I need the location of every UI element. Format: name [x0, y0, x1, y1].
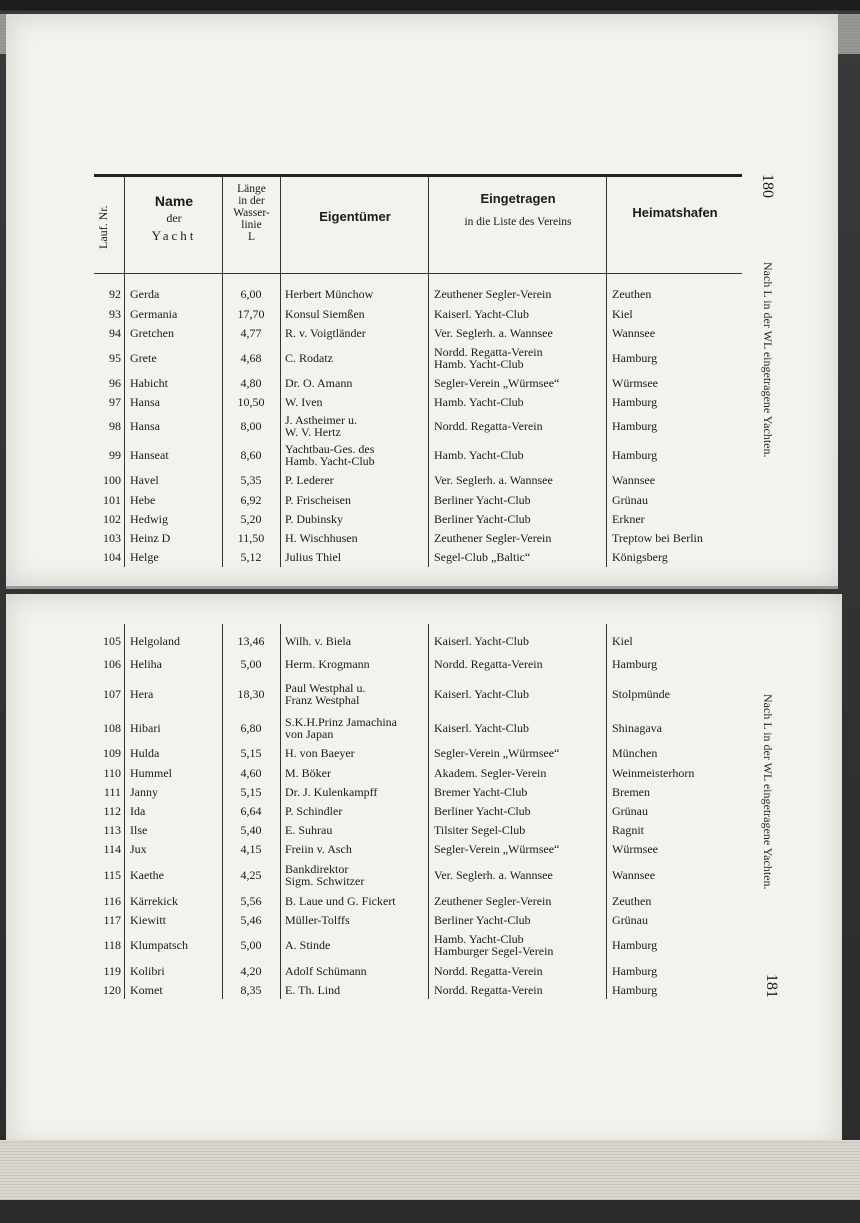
- row-laenge: 5,00: [240, 938, 262, 952]
- row-eingetragen: Berliner Yacht-Club: [434, 803, 531, 818]
- table-row: [94, 961, 742, 980]
- row-name: Helgoland: [130, 634, 180, 648]
- row-heimatshafen: Zeuthen: [612, 287, 652, 301]
- row-eigentuemer: H. Wischhusen: [285, 530, 358, 545]
- row-laenge: 5,35: [240, 472, 262, 487]
- row-nr: 104: [103, 550, 121, 564]
- row-nr: 110: [103, 765, 121, 780]
- table-row: [94, 743, 742, 763]
- table-row: [94, 839, 742, 859]
- row-laenge: 8,00: [240, 418, 262, 433]
- row-laenge: 13,46: [237, 634, 265, 648]
- row-heimatshafen: Königsberg: [612, 550, 668, 564]
- row-eingetragen: Nordd. Regatta-Verein Hamb. Yacht-Club: [434, 345, 543, 371]
- row-heimatshafen: Stolpmünde: [612, 687, 671, 701]
- row-eigentuemer: Müller-Tolffs: [285, 912, 350, 927]
- row-heimatshafen: Kiel: [612, 306, 633, 321]
- row-eingetragen: Berliner Yacht-Club: [434, 511, 531, 526]
- row-eingetragen: Kaiserl. Yacht-Club: [434, 687, 529, 701]
- table-row: [94, 910, 742, 929]
- row-eingetragen: Segler-Verein „Würmsee“: [434, 746, 560, 760]
- row-laenge: 4,15: [240, 842, 262, 856]
- row-eingetragen: Hamb. Yacht-Club: [434, 394, 524, 409]
- row-eigentuemer: M. Böker: [285, 765, 331, 780]
- row-name: Hibari: [130, 720, 161, 735]
- row-eigentuemer: Herm. Krogmann: [285, 657, 370, 671]
- row-heimatshafen: Erkner: [612, 511, 645, 526]
- row-heimatshafen: Weinmeisterhorn: [612, 765, 695, 780]
- row-laenge: 17,70: [237, 306, 265, 321]
- row-eingetragen: Ver. Seglerh. a. Wannsee: [434, 472, 553, 487]
- row-laenge: 4,20: [240, 963, 262, 978]
- row-laenge: 5,12: [240, 550, 262, 564]
- row-nr: 95: [109, 351, 121, 365]
- table-row: [94, 652, 742, 676]
- table-row: [94, 980, 742, 999]
- heimatshafen-label: Heimatshafen: [632, 205, 718, 220]
- row-laenge: 5,15: [240, 784, 262, 799]
- row-heimatshafen: Ragnit: [612, 822, 644, 837]
- row-heimatshafen: Hamburg: [612, 657, 658, 671]
- row-eigentuemer: C. Rodatz: [285, 351, 333, 365]
- row-nr: 105: [103, 634, 121, 648]
- header-heimatshafen: [606, 177, 743, 273]
- row-heimatshafen: Würmsee: [612, 842, 658, 856]
- row-nr: 119: [103, 963, 121, 978]
- row-name: Heliha: [130, 657, 162, 671]
- table-row: [94, 547, 742, 567]
- row-nr: 97: [109, 394, 121, 409]
- row-nr: 109: [103, 746, 121, 760]
- row-eigentuemer: W. Iven: [285, 394, 323, 409]
- row-laenge: 4,80: [240, 376, 262, 390]
- page-number: 181: [763, 974, 780, 998]
- row-nr: 108: [103, 720, 121, 735]
- table-row: [94, 342, 742, 374]
- row-eingetragen: Nordd. Regatta-Verein: [434, 418, 543, 433]
- row-eigentuemer: Freiin v. Asch: [285, 842, 352, 856]
- row-laenge: 5,56: [240, 893, 262, 908]
- row-eingetragen: Zeuthener Segler-Verein: [434, 530, 552, 545]
- table-body: [94, 274, 742, 567]
- row-eigentuemer: P. Frischeisen: [285, 492, 351, 507]
- row-laenge: 4,77: [240, 325, 262, 340]
- row-eingetragen: Segler-Verein „Würmsee“: [434, 842, 560, 856]
- row-eigentuemer: Julius Thiel: [285, 550, 342, 564]
- table-row: [94, 929, 742, 961]
- row-name: Helge: [130, 550, 159, 564]
- row-heimatshafen: Würmsee: [612, 376, 658, 390]
- row-heimatshafen: Wannsee: [612, 472, 656, 487]
- row-name: Germania: [130, 306, 178, 321]
- table-row: [94, 801, 742, 820]
- row-nr: 117: [103, 912, 121, 927]
- row-name: Jux: [130, 842, 147, 856]
- row-heimatshafen: Shinagava: [612, 720, 662, 735]
- row-laenge: 5,00: [240, 657, 262, 671]
- row-eigentuemer: Dr. O. Amann: [285, 376, 353, 390]
- row-eigentuemer: Yachtbau-Ges. des Hamb. Yacht-Club: [285, 441, 375, 468]
- table-row: [94, 440, 742, 469]
- running-head: Nach L in der WL eingetragene Yachten.: [761, 694, 775, 890]
- header-name: [124, 177, 223, 273]
- table-row: [94, 528, 742, 547]
- eingetragen-label: Eingetragen: [480, 191, 556, 206]
- row-eigentuemer: H. von Baeyer: [285, 746, 355, 760]
- header-eingetragen: [428, 177, 607, 273]
- header-laenge: [222, 177, 280, 273]
- row-eingetragen: Hamb. Yacht-Club: [434, 447, 524, 462]
- row-laenge: 10,50: [237, 394, 265, 409]
- name-yacht-label: Yacht: [151, 228, 197, 243]
- row-eingetragen: Tilsiter Segel-Club: [434, 822, 526, 837]
- row-eigentuemer: P. Lederer: [285, 472, 334, 487]
- row-eigentuemer: Bankdirektor Sigm. Schwitzer: [285, 862, 365, 888]
- row-eigentuemer: Dr. J. Kulenkampff: [285, 784, 378, 799]
- name-der-label: der: [166, 211, 182, 225]
- row-laenge: 18,30: [237, 687, 265, 701]
- row-name: Komet: [130, 982, 163, 997]
- row-laenge: 4,68: [240, 351, 262, 365]
- row-name: Janny: [130, 784, 158, 799]
- table-row: [94, 820, 742, 839]
- row-name: Hansa: [130, 418, 160, 433]
- row-heimatshafen: Wannsee: [612, 868, 656, 882]
- laenge-line-5: L: [247, 231, 256, 243]
- row-heimatshafen: Treptow bei Berlin: [612, 530, 703, 545]
- table-row: [94, 676, 742, 712]
- yacht-table-181: [94, 624, 742, 999]
- row-eigentuemer: J. Astheimer u. W. V. Hertz: [285, 412, 357, 439]
- row-nr: 92: [109, 287, 121, 301]
- row-nr: 118: [103, 938, 121, 952]
- row-eingetragen: Kaiserl. Yacht-Club: [434, 720, 529, 735]
- row-eingetragen: Hamb. Yacht-Club Hamburger Segel-Verein: [434, 932, 554, 958]
- row-nr: 94: [109, 325, 121, 340]
- row-eigentuemer: E. Suhrau: [285, 822, 333, 837]
- row-nr: 106: [103, 657, 121, 671]
- row-eingetragen: Berliner Yacht-Club: [434, 912, 531, 927]
- table-row: [94, 469, 742, 490]
- row-name: Hedwig: [130, 511, 168, 526]
- page-number: 180: [759, 174, 776, 198]
- row-eingetragen: Nordd. Regatta-Verein: [434, 963, 543, 978]
- row-eigentuemer: Herbert Münchow: [285, 287, 374, 301]
- row-eigentuemer: Wilh. v. Biela: [285, 634, 352, 648]
- table-row: [94, 374, 742, 392]
- eigentuemer-label: Eigentümer: [319, 209, 391, 224]
- row-laenge: 11,50: [237, 530, 265, 545]
- row-heimatshafen: Hamburg: [612, 963, 658, 978]
- table-row: [94, 304, 742, 323]
- running-head: Nach L in der WL eingetragene Yachten.: [761, 262, 775, 458]
- row-laenge: 5,15: [240, 746, 262, 760]
- row-name: Habicht: [130, 376, 168, 390]
- row-eingetragen: Zeuthener Segler-Verein: [434, 893, 552, 908]
- table-row: [94, 284, 742, 304]
- row-eingetragen: Segel-Club „Baltic“: [434, 550, 531, 564]
- yacht-table-180: [94, 174, 742, 567]
- row-name: Heinz D: [130, 530, 171, 545]
- header-eigentuemer: [280, 177, 429, 273]
- laenge-line-3: Wasser-: [233, 207, 270, 219]
- row-nr: 103: [103, 530, 121, 545]
- row-laenge: 8,60: [240, 447, 262, 462]
- row-eigentuemer: A. Stinde: [285, 938, 331, 952]
- row-eingetragen: Kaiserl. Yacht-Club: [434, 306, 529, 321]
- row-eingetragen: Nordd. Regatta-Verein: [434, 982, 543, 997]
- row-laenge: 5,20: [240, 511, 262, 526]
- row-name: Gretchen: [130, 325, 174, 340]
- row-nr: 114: [103, 842, 121, 856]
- row-nr: 93: [109, 306, 121, 321]
- row-name: Hansa: [130, 394, 160, 409]
- laenge-line-2: in der: [238, 195, 265, 207]
- row-nr: 98: [109, 418, 121, 433]
- row-heimatshafen: Grünau: [612, 912, 648, 927]
- row-eigentuemer: Adolf Schümann: [285, 963, 367, 978]
- row-name: Grete: [130, 351, 157, 365]
- row-nr: 113: [103, 822, 121, 837]
- row-laenge: 4,60: [240, 765, 262, 780]
- row-name: Kolibri: [130, 963, 165, 978]
- row-name: Ilse: [130, 822, 148, 837]
- row-nr: 120: [103, 982, 121, 997]
- row-eigentuemer: E. Th. Lind: [285, 982, 341, 997]
- row-laenge: 6,64: [240, 803, 262, 818]
- row-nr: 111: [103, 784, 121, 799]
- lauf-nr-label: Lauf. Nr.: [96, 205, 110, 249]
- row-laenge: 5,40: [240, 822, 262, 837]
- row-nr: 101: [103, 492, 121, 507]
- row-name: Kiewitt: [130, 912, 166, 927]
- laenge-line-1: Länge: [237, 183, 266, 195]
- row-eigentuemer: P. Schindler: [285, 803, 343, 818]
- table-row: [94, 782, 742, 801]
- row-eigentuemer: P. Dubinsky: [285, 511, 344, 526]
- row-heimatshafen: Hamburg: [612, 418, 658, 433]
- page-181: [6, 594, 842, 1149]
- row-heimatshafen: Bremen: [612, 784, 650, 799]
- row-eigentuemer: S.K.H.Prinz Jamachina von Japan: [285, 714, 397, 741]
- row-heimatshafen: Wannsee: [612, 325, 656, 340]
- table-row: [94, 392, 742, 411]
- row-eingetragen: Kaiserl. Yacht-Club: [434, 634, 529, 648]
- row-name: Havel: [130, 472, 159, 487]
- row-heimatshafen: Hamburg: [612, 351, 658, 365]
- row-heimatshafen: Zeuthen: [612, 893, 652, 908]
- row-name: Ida: [130, 803, 146, 818]
- table-row: [94, 763, 742, 782]
- row-eigentuemer: Paul Westphal u. Franz Westphal: [285, 681, 366, 707]
- row-nr: 107: [103, 687, 121, 701]
- row-laenge: 5,46: [240, 912, 262, 927]
- row-heimatshafen: Kiel: [612, 634, 633, 648]
- row-nr: 115: [103, 868, 121, 882]
- table-row: [94, 891, 742, 910]
- row-eingetragen: Berliner Yacht-Club: [434, 492, 531, 507]
- row-name: Hulda: [130, 746, 160, 760]
- row-eingetragen: Zeuthener Segler-Verein: [434, 287, 552, 301]
- laenge-line-4: linie: [241, 219, 262, 231]
- name-label: Name: [154, 193, 194, 209]
- header-lauf-nr: [94, 177, 124, 273]
- row-eingetragen: Segler-Verein „Würmsee“: [434, 376, 560, 390]
- table-row: [94, 630, 742, 652]
- row-name: Hanseat: [130, 447, 169, 462]
- row-nr: 96: [109, 376, 121, 390]
- row-eingetragen: Bremer Yacht-Club: [434, 784, 528, 799]
- row-eigentuemer: B. Laue und G. Fickert: [285, 893, 396, 908]
- row-name: Gerda: [130, 287, 160, 301]
- row-heimatshafen: Grünau: [612, 803, 648, 818]
- table-row: [94, 490, 742, 509]
- row-nr: 102: [103, 511, 121, 526]
- row-eingetragen: Ver. Seglerh. a. Wannsee: [434, 868, 553, 882]
- row-eingetragen: Nordd. Regatta-Verein: [434, 657, 543, 671]
- page-edges-bottom: [0, 1140, 860, 1200]
- row-nr: 99: [109, 447, 121, 462]
- row-eigentuemer: Konsul Siemßen: [285, 306, 365, 321]
- table-body: [94, 624, 742, 999]
- row-heimatshafen: Hamburg: [612, 394, 658, 409]
- row-laenge: 4,25: [240, 868, 262, 882]
- eingetragen-sub-label: in die Liste des Vereins: [464, 216, 572, 228]
- row-eingetragen: Akadem. Segler-Verein: [434, 765, 547, 780]
- row-eingetragen: Ver. Seglerh. a. Wannsee: [434, 325, 553, 340]
- row-eigentuemer: R. v. Voigtländer: [285, 325, 366, 340]
- row-nr: 116: [103, 893, 121, 908]
- table-row: [94, 859, 742, 891]
- row-name: Hera: [130, 687, 154, 701]
- row-name: Kärrekick: [130, 893, 178, 908]
- table-row: [94, 712, 742, 743]
- row-nr: 100: [103, 472, 121, 487]
- row-name: Klumpatsch: [130, 938, 188, 952]
- row-laenge: 8,35: [240, 982, 262, 997]
- row-name: Kaethe: [130, 868, 164, 882]
- row-heimatshafen: Hamburg: [612, 938, 658, 952]
- row-name: Hummel: [130, 765, 172, 780]
- table-row: [94, 411, 742, 440]
- row-heimatshafen: Hamburg: [612, 447, 658, 462]
- row-laenge: 6,80: [240, 720, 262, 735]
- table-header: [94, 177, 742, 274]
- row-heimatshafen: Hamburg: [612, 982, 658, 997]
- row-heimatshafen: Grünau: [612, 492, 648, 507]
- page-180: [6, 14, 838, 589]
- table-row: [94, 509, 742, 528]
- row-heimatshafen: München: [612, 746, 658, 760]
- row-nr: 112: [103, 803, 121, 818]
- row-laenge: 6,92: [240, 492, 262, 507]
- row-laenge: 6,00: [240, 287, 262, 301]
- table-row: [94, 323, 742, 342]
- row-name: Hebe: [130, 492, 156, 507]
